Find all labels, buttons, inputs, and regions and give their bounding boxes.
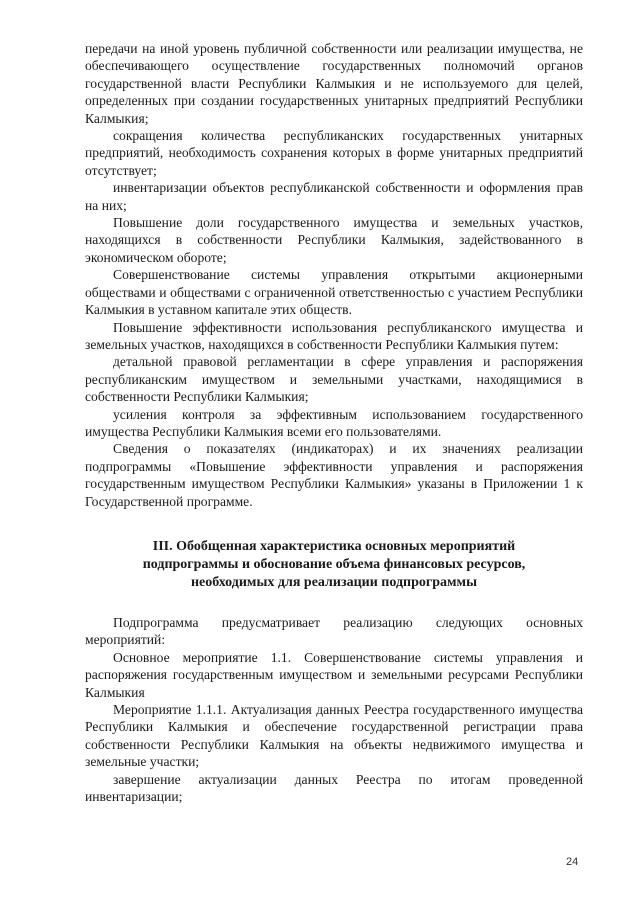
paragraph: Сведения о показателях (индикаторах) и их значениях реализации подпрограммы «Повышение эффективности управления и распоряжения государственным имуществом Республики Калмыкия» указаны в Приложении 1 к Государственной программе. — [85, 441, 583, 509]
paragraph: Повышение эффективности использования республиканского имущества и земельных участков, находящихся в собственности Республики Калмыкия путем: — [85, 319, 583, 352]
paragraph: Мероприятие 1.1.1. Актуализация данных Реестра государственного имущества Республики Калмыкия и обеспечение государственной регистрации права собственности Республики Калмыкия на объекты недвижимого имущества и земельные участки; — [85, 702, 583, 770]
paragraph: Совершенствование системы управления открытыми акционерными обществами и обществами с ограниченной ответственностью с участием Республики Калмыкия в уставном капитале этих обществ. — [85, 267, 583, 318]
paragraph: Основное мероприятие 1.1. Совершенствование системы управления и распоряжения государственным имуществом и земельными ресурсами Республики Калмыкия — [85, 649, 583, 700]
paragraph: передачи на иной уровень публичной собственности или реализации имущества, не обеспечивающего осуществление государственных полномочий органов государственной власти Республики Калмыкия и не используемого для целей, определенных при создании государственных унитарных предприятий Республики Калмыкия; — [85, 41, 583, 126]
paragraph: завершение актуализации данных Реестра по итогам проведенной инвентаризации; — [85, 771, 583, 805]
section-heading-line: подпрограммы и обоснование объема финансовых ресурсов, — [142, 556, 526, 572]
page-body — [85, 40, 583, 805]
paragraph: инвентаризации объектов республиканской собственности и оформления прав на них; — [85, 180, 583, 213]
section-heading-line: III. Обобщенная характеристика основных мероприятий — [152, 538, 516, 554]
paragraph: сокращения количества республиканских государственных унитарных предприятий, необходимость сохранения которых в форме унитарных предприятий отсутствует; — [85, 128, 583, 178]
paragraph: Повышение доли государственного имущества и земельных участков, находящихся в собственности Республики Калмыкия, задействованного в экономическом обороте; — [85, 215, 583, 265]
section-heading — [85, 538, 583, 592]
page-number: 24 — [566, 856, 579, 868]
paragraph: Подпрограмма предусматривает реализацию следующих основных мероприятий: — [85, 614, 583, 648]
section-heading-line: необходимых для реализации подпрограммы — [190, 574, 478, 590]
paragraph: усиления контроля за эффективным использованием государственного имущества Республики Калмыкия всеми его пользователями. — [85, 406, 583, 439]
paragraph: детальной правовой регламентации в сфере управления и распоряжения республиканским имуществом и земельными участками, находящимися в собственности Республики Калмыкия; — [85, 354, 583, 405]
